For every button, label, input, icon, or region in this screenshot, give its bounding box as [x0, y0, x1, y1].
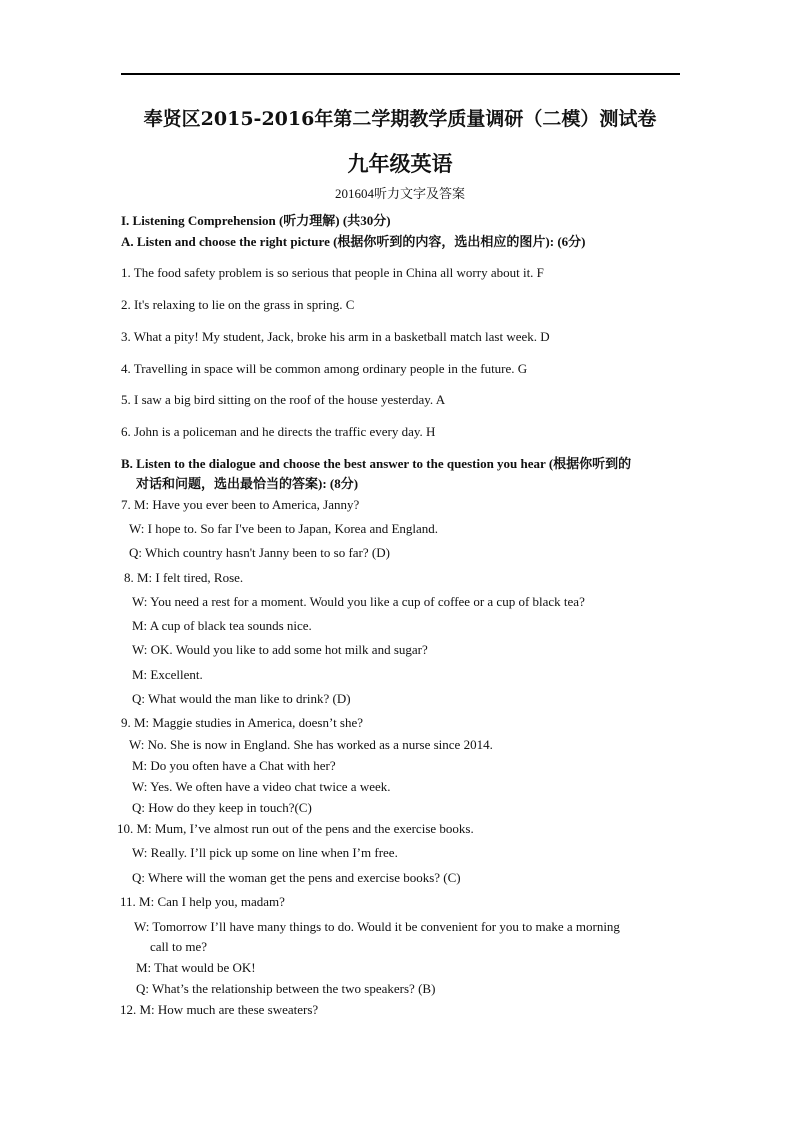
dialogue-line: 10. M: Mum, I’ve almost run out of the pens and the exercise books.: [117, 821, 474, 836]
dialogue-line: Q: What would the man like to drink? (D): [132, 691, 351, 706]
dialogue-line: W: No. She is now in England. She has worked as a nurse since 2014.: [129, 737, 493, 752]
section-heading: I. Listening Comprehension (听力理解) (共30分): [121, 213, 391, 228]
dialogue-line: 7. M: Have you ever been to America, Janny?: [121, 497, 360, 512]
list-item: 5. I saw a big bird sitting on the roof of the house yesterday. A: [121, 392, 446, 407]
dialogue-line: W: You need a rest for a moment. Would you like a cup of coffee or a cup of black tea?: [132, 594, 585, 609]
top-rule: [121, 73, 680, 75]
dialogue-line: 11. M: Can I help you, madam?: [120, 894, 285, 909]
dialogue-line: 8. M: I felt tired, Rose.: [124, 570, 244, 585]
list-item: 3. What a pity! My student, Jack, broke his arm in a basketball match last week. D: [121, 329, 550, 344]
list-item: 6. John is a policeman and he directs the traffic every day. H: [121, 424, 436, 439]
document-title: 奉贤区2015-2016年第二学期教学质量调研（二模）测试卷: [143, 108, 657, 130]
list-item: 2. It's relaxing to lie on the grass in spring. C: [121, 297, 355, 312]
document-subtitle: 九年级英语: [347, 151, 453, 176]
dialogue-line: W: Really. I’ll pick up some on line when I’m free.: [132, 845, 398, 860]
dialogue-line: W: Tomorrow I’ll have many things to do. Would it be convenient for you to make a morning: [134, 919, 620, 934]
list-item: 1. The food safety problem is so serious that people in China all worry about it. F: [121, 265, 544, 280]
dialogue-line: M: Do you often have a Chat with her?: [132, 758, 336, 773]
dialogue-line: Q: Which country hasn't Janny been to so far? (D): [129, 545, 390, 560]
dialogue-line: M: Excellent.: [132, 667, 203, 682]
dialogue-line: W: OK. Would you like to add some hot milk and sugar?: [132, 642, 428, 657]
part-a-heading: A. Listen and choose the right picture (根据你听到的内容，选出相应的图片): (6分): [121, 234, 586, 249]
dialogue-line: Q: What’s the relationship between the two speakers? (B): [136, 981, 436, 996]
dialogue-line: M: That would be OK!: [136, 960, 256, 975]
dialogue-line: M: A cup of black tea sounds nice.: [132, 618, 312, 633]
dialogue-line: W: Yes. We often have a video chat twice a week.: [132, 779, 391, 794]
dialogue-line: W: I hope to. So far I've been to Japan, Korea and England.: [129, 521, 439, 536]
dialogue-line: Q: How do they keep in touch?(C): [132, 800, 312, 815]
dialogue-line: Q: Where will the woman get the pens and exercise books? (C): [132, 870, 461, 885]
dialogue-line: 9. M: Maggie studies in America, doesn’t she?: [121, 715, 364, 730]
list-item: 4. Travelling in space will be common among ordinary people in the future. G: [121, 361, 528, 376]
part-b-heading-continued: 对话和问题，选出最恰当的答案): (8分): [136, 476, 359, 491]
document-caption: 201604听力文字及答案: [334, 186, 465, 201]
dialogue-line: 12. M: How much are these sweaters?: [120, 1002, 319, 1017]
dialogue-line: call to me?: [150, 939, 208, 954]
part-b-heading: B. Listen to the dialogue and choose the best answer to the question you hear (根据你听到的: [121, 456, 632, 471]
